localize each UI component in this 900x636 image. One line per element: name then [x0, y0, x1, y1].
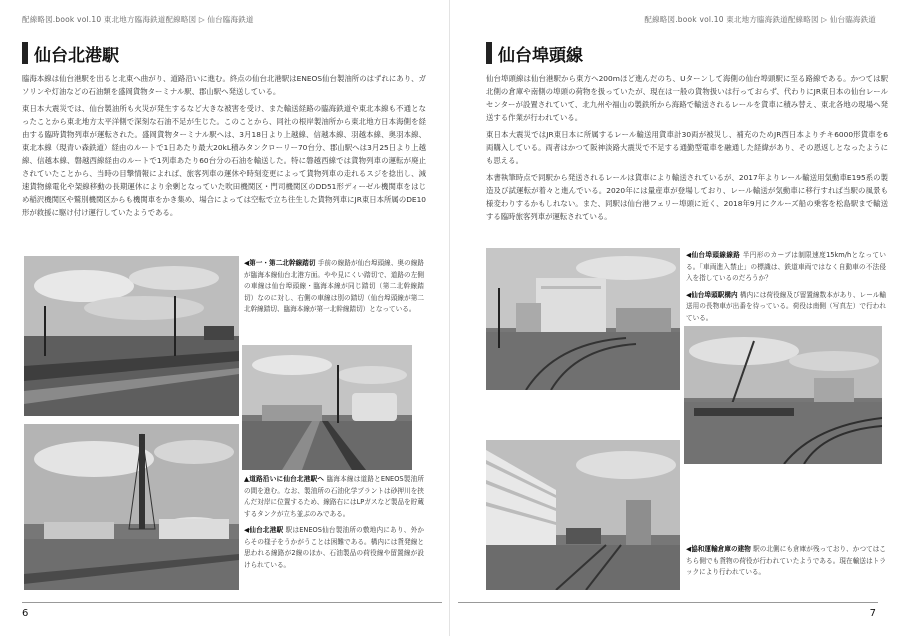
photo-road-alongside — [242, 345, 412, 470]
running-header: 配線略図.book vol.10 東北地方臨海鉄道配線略図 ▷ 仙台臨海鉄道 — [22, 15, 254, 24]
caption-futo-line-curve — [686, 250, 886, 329]
caption-body: 構内には荷役線及び留置線数本があり、レール輸送用の長物車が出番を待っている。荷役は南側（写真左）で行われている。 — [686, 290, 886, 322]
caption-level-crossing — [244, 258, 424, 321]
caption-title: ◀第一・第二北幹線踏切 — [244, 259, 316, 267]
caption-body: 駅はENEOS仙台製油所の敷地内にあり、外からその様子をうかがうことは困難である。構内には貨発線と思われる線路が2線のほか、石油製品の荷役線や留置線が設けられている。 — [244, 526, 424, 569]
section-title — [486, 42, 583, 64]
caption-body: 駅の北側にも倉庫が残っており、かつてはこちら側でも貨物の荷役が行われていたようである。現在輸送はトラックにより行われている。 — [686, 545, 886, 576]
caption-body: 半円形のカーブは制限速度15km/hとなっている。「車両進入禁止」の標識は、鉄道車両ではなく自動車の不法侵入を指しているのだろうか？ — [686, 251, 886, 282]
paragraph: 東日本大震災では、仙台製油所も火災が発生するなど大きな被害を受け、また輸送経路の臨海鉄道や東北本線も不通となったことから東北地方太平洋側で深刻な石油不足が生じた。このことから、同社の根岸製油所から東北地方日本海側を経由する臨時貨物列車が運転された。盛岡貨物ターミナル駅へは、3月18日より上越線、信越本線、羽越本線、奥羽本線、東北本線（現青い森鉄道）経由のルートで1日あたり最大20kL積みタンクローリー70台分、郡山駅へは3月25日より上越線、信越本線、磐越西線経由のルートで1列車あたり60台分の石油を輸送した。特に磐越西線では貨物列車の運転が廃止されていたことから、当時の目撃情報によれば、旅客列車の運休や時刻変更によって貨物列車の走れるスジを捻出し、減速貨物線電化や架線移動の長期運休により余剰となっていた吹田機関区・門司機関区のDD51形ディーゼル機関車をはじめ稲沢機関区や鷲別機関区からも機関車をかき集め、場合によっては空転で立ち往生した貨物列車にJR東日本所属のDE10形が救援に駆け付け運行していたようである。 — [22, 104, 426, 217]
photo-sendai-kitako-station — [24, 424, 239, 590]
page-number: 7 — [869, 608, 876, 619]
paragraph: 東日本大震災ではJR東日本に所属するレール輸送用貨車計30両が被災し、補充のためJR西日本よりチキ6000形貨車を6両購入している。両者はかつて阪神淡路大震災で不足する通勤型電車を融通した経緯があり、その恩返しとなったようにも思える。 — [486, 130, 888, 165]
body-text — [22, 72, 426, 223]
section-title-text: 仙台北港駅 — [34, 45, 119, 66]
title-marker — [22, 42, 28, 64]
photo-futo-line-curve — [486, 248, 680, 390]
photo-level-crossing — [24, 256, 239, 416]
paragraph: 本書執筆時点で同駅から発送されるレールは貨車により輸送されているが、2017年よりレール輸送用気動車E195系の製造及び試運転が着々と進んでいる。2020年には量産車が登場しており、レール輸送が気動車に移行すれば当駅の風景も様変わりするかもしれない。また、同駅は仙台港フェリー埠頭に近く、2018年9月にクルーズ船の乗客を松島駅まで輸送する臨時旅客列車が運転されている。 — [486, 173, 888, 221]
caption-title: ◀協和運輸倉庫の建物 — [686, 545, 751, 553]
running-header: 配線略図.book vol.10 東北地方臨海鉄道配線略図 ▷ 仙台臨海鉄道 — [644, 15, 876, 24]
caption-body: 手前の線路が仙台埠頭線、奥の線路が臨海本線仙台北港方面。やや見にくい踏切で、道路の左側の車線は仙台埠頭線・臨海本線が同じ踏切（第二北幹線踏切）なのに対し、右側の車線は別の踏切（仙台埠頭線が第二北幹線踏切、臨海本線が第一北幹線踏切）となっている。 — [244, 259, 424, 313]
footer-rule — [22, 602, 442, 603]
caption-title: ▲道路沿いに仙台北港駅へ — [244, 475, 325, 483]
caption-road-alongside — [244, 474, 424, 576]
section-title-text: 仙台埠頭線 — [498, 45, 583, 66]
section-title — [22, 42, 119, 64]
photo-futo-station-yard — [684, 326, 882, 464]
caption-body: 臨海本線は道路とENEOS製油所の間を進む。なお、製油所の石油化学プラントは砂押川を挟んだ対岸に位置するため、線路右にはLPガスなど製品を貯蔵するタンクが立ち並ぶのみである。 — [244, 475, 424, 518]
right-page — [450, 0, 900, 636]
paragraph: 仙台埠頭線は仙台港駅から東方へ200mほど進んだのち、Uターンして海側の仙台埠頭駅に至る路線である。かつては駅北側の倉庫や南側の埠頭の荷物を扱っていたが、現在は一般の貨物扱いは行っておらず、代わりにJR東日本の仙台レールセンターが設置されていて、北九州や福山の製鉄所から海路で輸送されるレールを貨車に積み替え、東北各地の現場へ発送する作業が行われている。 — [486, 74, 888, 122]
footer-rule — [458, 602, 878, 603]
title-marker — [486, 42, 492, 64]
caption-title: ◀仙台埠頭線線路 — [686, 251, 741, 259]
body-text — [486, 72, 888, 227]
caption-kyowa-warehouse — [686, 544, 886, 584]
photo-kyowa-warehouse — [486, 440, 680, 590]
caption-title: ◀仙台埠頭駅構内 — [686, 290, 738, 299]
paragraph: 臨海本線は仙台港駅を出ると北東へ曲がり、道路沿いに進む。終点の仙台北港駅はENEOS仙台製油所のはずれにあり、ガソリンや灯油などの石油類を盛岡貨物ターミナル駅、郡山駅へ発送している。 — [22, 74, 426, 96]
caption-title: ◀仙台北港駅 — [244, 526, 284, 534]
page-number: 6 — [22, 608, 29, 619]
